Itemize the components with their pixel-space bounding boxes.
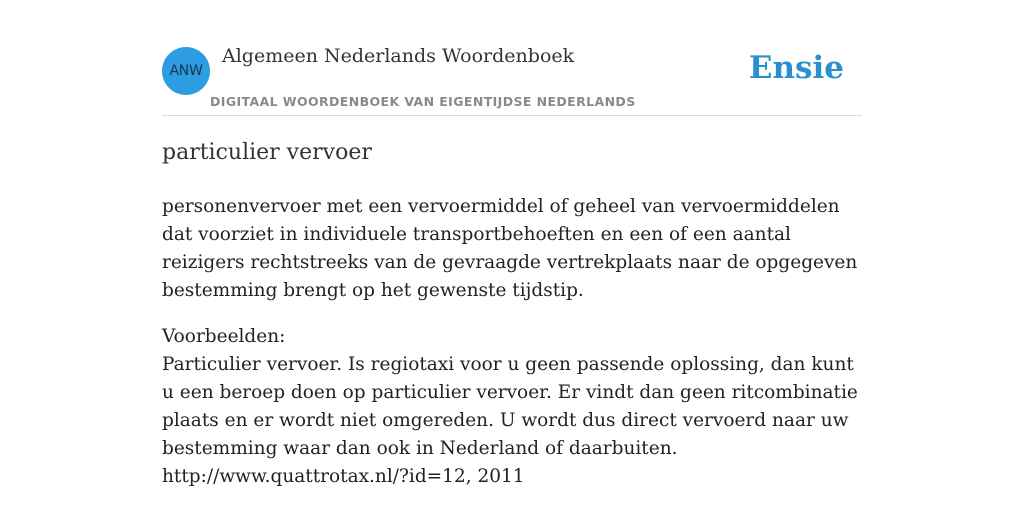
dictionary-subtitle: DIGITAAL WOORDENBOEK VAN EIGENTIJDSE NEDERLANDS [210,94,636,109]
ensie-brand-logo[interactable]: Ensie [748,50,844,86]
examples-section [162,323,862,491]
example-text: Particulier vervoer. Is regiotaxi voor u geen passende oplossing, dan kunt u een beroep doen op particulier vervoer. Er vindt dan geen ritcombinatie plaats en er wordt niet omgereden. U wordt dus direct vervoerd naar uw bestemming waar dan ook in Nederland of daarbuiten. [162,354,858,459]
entry-definition: personenvervoer met een vervoermiddel of geheel van vervoermiddelen dat voorziet in individuele transportbehoeften en een of een aantal reizigers rechtstreeks van de gevraagde vertrekplaats naar de opgegeven bestemming brengt op het gewenste tijdstip. [162,196,858,301]
dictionary-title[interactable]: Algemeen Nederlands Woordenboek [222,45,575,67]
page-container [162,0,862,512]
example-source: http://www.quattrotax.nl/?id=12, 2011 [162,466,525,487]
entry-headword: particulier vervoer [162,140,372,165]
site-header [162,0,862,116]
examples-label: Voorbeelden: [162,326,286,347]
anw-logo[interactable]: ANW [162,47,210,95]
